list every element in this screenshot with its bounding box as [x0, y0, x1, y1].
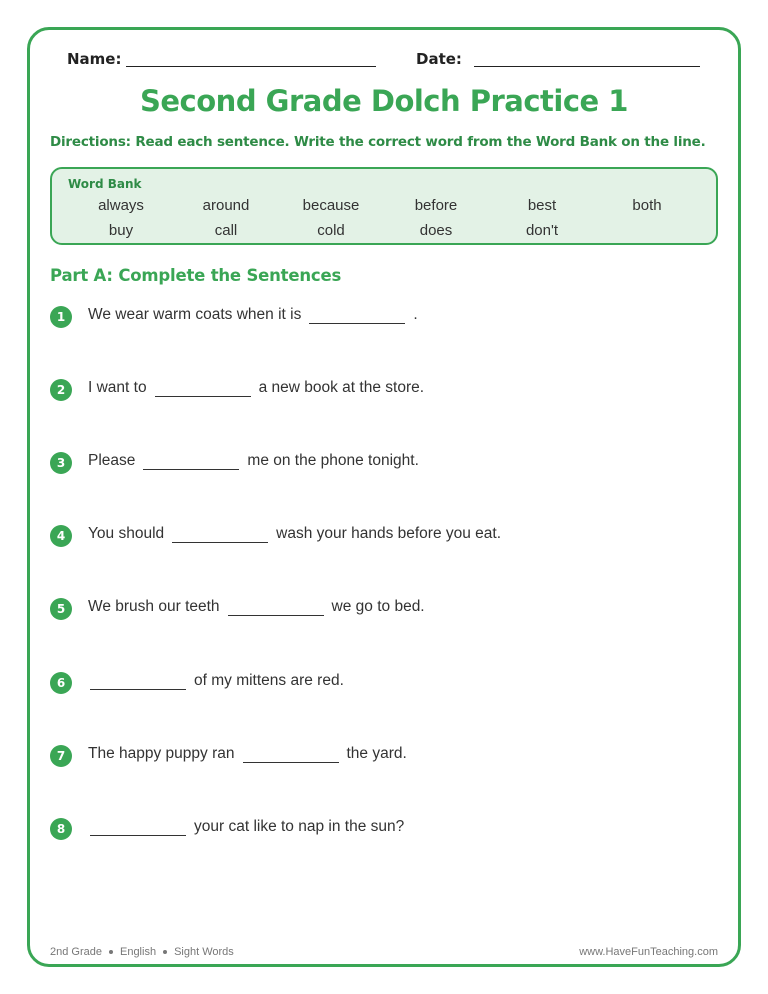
question-sentence — [88, 378, 424, 397]
question-number-badge: 6 — [50, 672, 72, 694]
question-number-badge: 4 — [50, 525, 72, 547]
sentence-text-after: a new book at the store. — [258, 379, 425, 396]
question-number-badge: 3 — [50, 452, 72, 474]
answer-blank[interactable] — [90, 817, 186, 836]
word-bank-word: don't — [525, 222, 559, 239]
footer-tag: 2nd Grade — [50, 946, 102, 958]
answer-blank[interactable] — [243, 744, 339, 763]
question-sentence — [88, 671, 344, 690]
directions-text: Directions: Read each sentence. Write the correct word from the Word Bank on the line. — [50, 134, 706, 150]
date-field-line[interactable] — [474, 66, 700, 67]
sentence-text-before: Please — [88, 452, 136, 469]
bullet-separator — [163, 950, 167, 954]
sentence-text-before: We brush our teeth — [88, 598, 220, 615]
question-sentence — [88, 817, 404, 836]
answer-blank[interactable] — [228, 597, 324, 616]
question-number-badge: 7 — [50, 745, 72, 767]
sentence-text-after: . — [413, 306, 418, 323]
footer-tag: English — [119, 946, 157, 958]
question-sentence — [88, 305, 418, 324]
sentence-text-before: The happy puppy ran — [88, 745, 235, 762]
word-bank-word: before — [414, 197, 458, 214]
sentence-text-after: your cat like to nap in the sun? — [194, 818, 405, 835]
footer-tag: Sight Words — [174, 946, 234, 958]
footer-website: www.HaveFunTeaching.com — [579, 946, 718, 958]
question-number-badge: 1 — [50, 306, 72, 328]
page-title: Second Grade Dolch Practice 1 — [140, 84, 628, 118]
word-bank-word: call — [214, 222, 238, 239]
answer-blank[interactable] — [172, 524, 268, 543]
footer-tags — [50, 946, 234, 958]
word-bank-word: both — [632, 197, 662, 214]
sentence-text-before: I want to — [88, 379, 147, 396]
word-bank-word: best — [527, 197, 557, 214]
answer-blank[interactable] — [309, 305, 405, 324]
answer-blank[interactable] — [155, 378, 251, 397]
sentence-text-after: the yard. — [346, 745, 407, 762]
part-a-title: Part A: Complete the Sentences — [50, 266, 342, 285]
question-sentence — [88, 451, 419, 470]
question-number-badge: 8 — [50, 818, 72, 840]
name-field-line[interactable] — [126, 66, 376, 67]
bullet-separator — [109, 950, 113, 954]
word-bank-word: because — [302, 197, 360, 214]
sentence-text-after: wash your hands before you eat. — [276, 525, 502, 542]
question-number-badge: 5 — [50, 598, 72, 620]
question-sentence — [88, 524, 501, 543]
word-bank-word: does — [419, 222, 453, 239]
word-bank — [50, 167, 718, 245]
word-bank-title: Word Bank — [68, 177, 142, 191]
question-sentence — [88, 597, 425, 616]
word-bank-word: buy — [108, 222, 134, 239]
word-bank-word: around — [202, 197, 250, 214]
sentence-text-before: We wear warm coats when it is — [88, 306, 302, 323]
word-bank-word: always — [98, 197, 144, 214]
sentence-text-after: of my mittens are red. — [194, 672, 344, 689]
answer-blank[interactable] — [143, 451, 239, 470]
sentence-text-after: me on the phone tonight. — [247, 452, 419, 469]
question-number-badge: 2 — [50, 379, 72, 401]
date-label: Date: — [416, 50, 462, 68]
question-sentence — [88, 744, 407, 763]
sentence-text-after: we go to bed. — [331, 598, 425, 615]
name-label: Name: — [67, 50, 122, 68]
answer-blank[interactable] — [90, 671, 186, 690]
sentence-text-before: You should — [88, 525, 165, 542]
word-bank-word: cold — [317, 222, 345, 239]
